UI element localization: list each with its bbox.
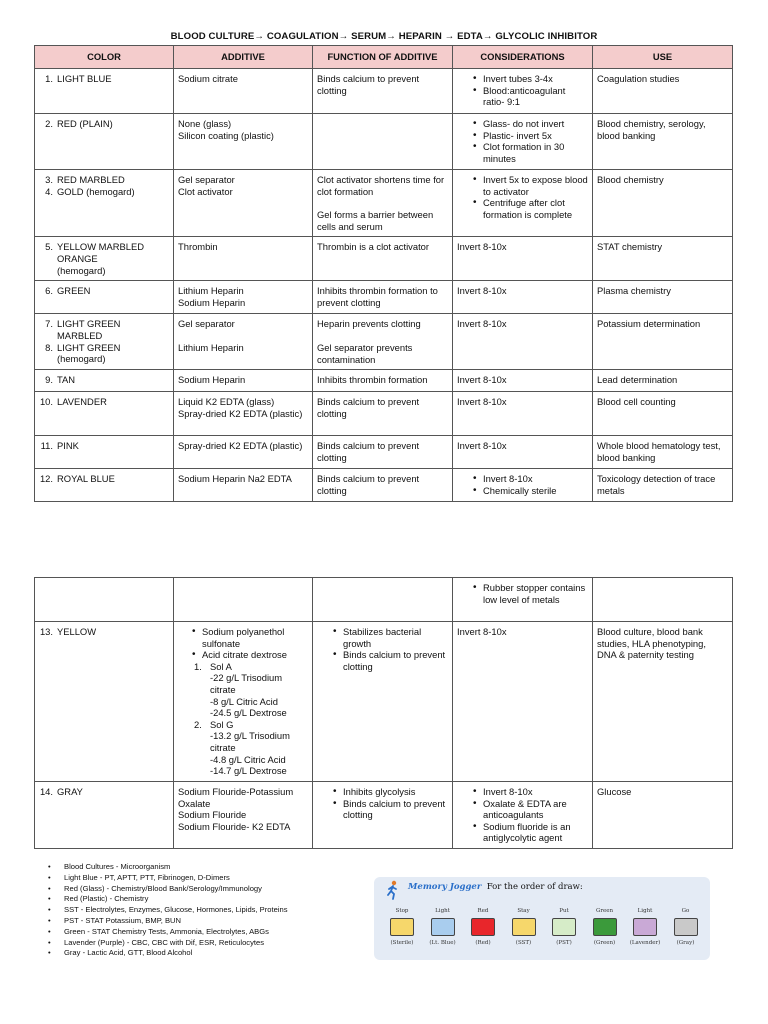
tube-word: Green	[595, 908, 614, 914]
additive-cell: Gel separator Clot activator	[174, 170, 313, 237]
table-row	[35, 114, 733, 170]
tube-word: Light	[637, 908, 653, 914]
function-cell: Binds calcium to prevent clotting	[313, 392, 453, 436]
tube-1	[381, 908, 423, 946]
tube-cap-icon	[552, 918, 576, 936]
color-cell: 14. GRAY	[35, 782, 174, 849]
memory-jogger-box	[374, 877, 710, 960]
considerations-cell: Invert 8-10x	[453, 436, 593, 469]
additive-cell: Sodium Flouride-Potassium Oxalate Sodium Flouride Sodium Flouride- K2 EDTA	[174, 782, 313, 849]
table-row	[35, 782, 733, 849]
table-row	[35, 392, 733, 436]
tube-label: (Sterile)	[390, 940, 414, 946]
tube-8	[665, 908, 707, 946]
function-cell: Heparin prevents clotting Gel separator prevents contamination	[313, 314, 453, 370]
legend-item: • Green - STAT Chemistry Tests, Ammonia, Electrolytes, ABGs	[48, 927, 288, 938]
tube-2	[422, 908, 464, 946]
tube-table	[34, 45, 733, 502]
tube-label: (SST)	[515, 940, 532, 946]
considerations-cell: Invert 8-10x	[453, 370, 593, 392]
use-cell: STAT chemistry	[593, 237, 733, 281]
runner-icon	[386, 880, 400, 900]
considerations-cell: • Invert tubes 3-4x • Blood:anticoagulant ratio- 9:1	[453, 69, 593, 114]
table-row	[35, 237, 733, 281]
tube-label: (Red)	[475, 940, 491, 946]
considerations-cell: • Invert 5x to expose blood to activator • Centrifuge after clot formation is complete	[453, 170, 593, 237]
header-considerations: CONSIDERATIONS	[453, 46, 593, 69]
additive-cell: Gel separator Lithium Heparin	[174, 314, 313, 370]
color-cell: 5. YELLOW MARBLED ORANGE (hemogard)	[35, 237, 174, 281]
tube-3	[462, 908, 504, 946]
considerations-cell: • Invert 8-10x • Chemically sterile	[453, 469, 593, 502]
use-cell: Lead determination	[593, 370, 733, 392]
tube-cap-icon	[471, 918, 495, 936]
use-cell: Glucose	[593, 782, 733, 849]
tube-label: (Green)	[593, 940, 616, 946]
considerations-cell: Invert 8-10x	[453, 281, 593, 314]
tube-cap-icon	[674, 918, 698, 936]
tube-7	[624, 908, 666, 946]
considerations-cell: • Invert 8-10x • Oxalate & EDTA are anticoagulants • Sodium fluoride is an antiglycolytic agent	[453, 782, 593, 849]
header-row	[35, 46, 733, 69]
color-cell: 9. TAN	[35, 370, 174, 392]
function-cell	[313, 114, 453, 170]
header-additive: ADDITIVE	[174, 46, 313, 69]
color-cell: 3. RED MARBLED 4. GOLD (hemogard)	[35, 170, 174, 237]
legend-item: • Gray - Lactic Acid, GTT, Blood Alcohol	[48, 948, 288, 959]
tube-5	[543, 908, 585, 946]
tube-word: Stop	[395, 908, 409, 914]
additive-cell: Liquid K2 EDTA (glass) Spray-dried K2 EDTA (plastic)	[174, 392, 313, 436]
legend-item: • Light Blue - PT, APTT, PTT, Fibrinogen, D-Dimers	[48, 873, 288, 884]
function-cell: • Stabilizes bacterial growth • Binds calcium to prevent clotting	[313, 622, 453, 782]
page-title: BLOOD CULTURE→ COAGULATION→ SERUM→ HEPARIN → EDTA→ GLYCOLIC INHIBITOR	[170, 31, 598, 42]
color-cell	[35, 578, 174, 622]
tube-cap-icon	[593, 918, 617, 936]
use-cell: Coagulation studies	[593, 69, 733, 114]
tube-table-continued	[34, 577, 733, 849]
legend-item: • Red (Plastic) - Chemistry	[48, 894, 288, 905]
use-cell: Blood chemistry	[593, 170, 733, 237]
function-cell: Clot activator shortens time for clot formation Gel forms a barrier between cells and serum	[313, 170, 453, 237]
color-cell: 13. YELLOW	[35, 622, 174, 782]
additive-cell: Sodium Heparin	[174, 370, 313, 392]
tube-cap-icon	[431, 918, 455, 936]
function-cell: Binds calcium to prevent clotting	[313, 69, 453, 114]
use-cell: Toxicology detection of trace metals	[593, 469, 733, 502]
legend-item: • SST - Electrolytes, Enzymes, Glucose, Hormones, Lipids, Proteins	[48, 905, 288, 916]
use-cell: Blood cell counting	[593, 392, 733, 436]
color-cell: 1. LIGHT BLUE	[35, 69, 174, 114]
table-row	[35, 370, 733, 392]
function-cell: Inhibits thrombin formation to prevent clotting	[313, 281, 453, 314]
color-cell: 10. LAVENDER	[35, 392, 174, 436]
table-row	[35, 170, 733, 237]
considerations-cell: Invert 8-10x	[453, 314, 593, 370]
legend-item: • Lavender (Purple) - CBC, CBC with Dif, ESR, Reticulocytes	[48, 938, 288, 949]
considerations-cell: Invert 8-10x	[453, 392, 593, 436]
considerations-cell: Invert 8-10x	[453, 237, 593, 281]
considerations-cell: • Glass- do not invert • Plastic- invert 5x • Clot formation in 30 minutes	[453, 114, 593, 170]
additive-cell: Thrombin	[174, 237, 313, 281]
color-cell: 2. RED (PLAIN)	[35, 114, 174, 170]
tube-label: (Lavender)	[629, 940, 661, 946]
additive-cell: • Sodium polyanethol sulfonate • Acid citrate dextrose 1. Sol A -22 g/L Trisodium citrate -8 g/L Citric Acid -24.5 g/L Dextrose 2. Sol G -13.2 g/L Trisodium citrate -4.8 g/L Citric Acid -14.7 g/L Dextrose	[174, 622, 313, 782]
additive-cell: None (glass) Silicon coating (plastic)	[174, 114, 313, 170]
tube-6	[584, 908, 626, 946]
considerations-cell: Invert 8-10x	[453, 622, 593, 782]
color-cell: 12. ROYAL BLUE	[35, 469, 174, 502]
function-cell: Binds calcium to prevent clotting	[313, 436, 453, 469]
table-row	[35, 622, 733, 782]
table-row	[35, 469, 733, 502]
jogger-heading: Memory Jogger For the order of draw:	[408, 882, 583, 892]
color-cell: 11. PINK	[35, 436, 174, 469]
tube-cap-icon	[633, 918, 657, 936]
table-row	[35, 69, 733, 114]
additive-cell: Lithium Heparin Sodium Heparin	[174, 281, 313, 314]
tube-word: Red	[477, 908, 489, 914]
legend-item: • Blood Cultures - Microorganism	[48, 862, 288, 873]
additive-cell	[174, 578, 313, 622]
tube-use-legend	[48, 862, 288, 959]
header-color: COLOR	[35, 46, 174, 69]
legend-item: • PST - STAT Potassium, BMP, BUN	[48, 916, 288, 927]
tube-label: (Lt. Blue)	[429, 940, 456, 946]
additive-cell: Sodium Heparin Na2 EDTA	[174, 469, 313, 502]
tube-word: Stay	[517, 908, 530, 914]
function-cell: Binds calcium to prevent clotting	[313, 469, 453, 502]
use-cell	[593, 578, 733, 622]
tube-word: Go	[681, 908, 690, 914]
header-use: USE	[593, 46, 733, 69]
use-cell: Whole blood hematology test, blood banking	[593, 436, 733, 469]
function-cell	[313, 578, 453, 622]
function-cell: Thrombin is a clot activator	[313, 237, 453, 281]
use-cell: Plasma chemistry	[593, 281, 733, 314]
function-cell: Inhibits thrombin formation	[313, 370, 453, 392]
table-row	[35, 281, 733, 314]
tube-label: (PST)	[556, 940, 572, 946]
tube-cap-icon	[390, 918, 414, 936]
table-row	[35, 314, 733, 370]
use-cell: Blood chemistry, serology, blood banking	[593, 114, 733, 170]
tube-cap-icon	[512, 918, 536, 936]
tube-word: Light	[435, 908, 450, 914]
considerations-cell: • Rubber stopper contains low level of metals	[453, 578, 593, 622]
additive-cell: Sodium citrate	[174, 69, 313, 114]
additive-cell: Spray-dried K2 EDTA (plastic)	[174, 436, 313, 469]
table-row	[35, 578, 733, 622]
table-row	[35, 436, 733, 469]
tube-4	[503, 908, 545, 946]
tube-label: (Gray)	[676, 940, 695, 946]
use-cell: Blood culture, blood bank studies, HLA phenotyping, DNA & paternity testing	[593, 622, 733, 782]
function-cell: • Inhibits glycolysis • Binds calcium to prevent clotting	[313, 782, 453, 849]
header-function: FUNCTION OF ADDITIVE	[313, 46, 453, 69]
legend-item: • Red (Glass) - Chemistry/Blood Bank/Serology/Immunology	[48, 884, 288, 895]
use-cell: Potassium determination	[593, 314, 733, 370]
color-cell: 6. GREEN	[35, 281, 174, 314]
tube-word: Put	[559, 908, 569, 914]
color-cell: 7. LIGHT GREEN MARBLED 8. LIGHT GREEN (hemogard)	[35, 314, 174, 370]
